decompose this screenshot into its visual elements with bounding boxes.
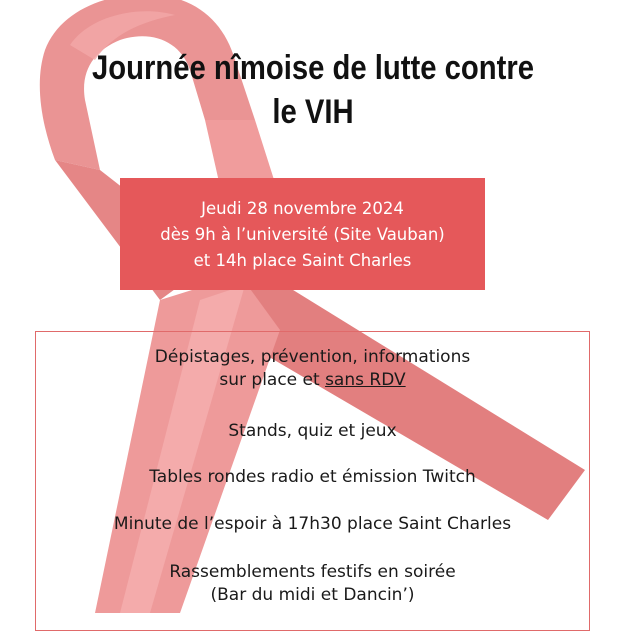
event-info-box: [35, 331, 590, 631]
event-date-line1: Jeudi 28 novembre 2024: [201, 199, 404, 218]
info-item-testing-prefix: sur place et: [219, 370, 326, 390]
event-date-line3: et 14h place Saint Charles: [193, 251, 412, 270]
page-title-line1: Journée nîmoise de lutte contre: [92, 49, 534, 87]
info-item-testing: [36, 346, 589, 392]
info-item-testing-no-appointment: sans RDV: [325, 370, 406, 390]
event-date-line2: dès 9h à l’université (Site Vauban): [160, 225, 445, 244]
info-item-round-tables-text: Tables rondes radio et émission Twitch: [149, 467, 476, 487]
info-item-stands: [36, 420, 589, 443]
info-item-testing-line1: Dépistages, prévention, informations: [154, 347, 471, 367]
event-date-box: [120, 178, 485, 290]
info-item-round-tables: [36, 466, 589, 489]
info-item-minute-hope: [36, 513, 589, 536]
info-item-gatherings: [36, 561, 589, 607]
info-item-minute-hope-text: Minute de l’espoir à 17h30 place Saint Charles: [113, 514, 512, 534]
info-item-testing-line2: [36, 369, 589, 392]
info-item-stands-text: Stands, quiz et jeux: [228, 421, 397, 441]
info-item-gatherings-line2: (Bar du midi et Dancin’): [210, 585, 415, 605]
page-title: [44, 46, 582, 134]
info-item-gatherings-line1: Rassemblements festifs en soirée: [169, 562, 456, 582]
page-title-line2: le VIH: [272, 93, 354, 131]
